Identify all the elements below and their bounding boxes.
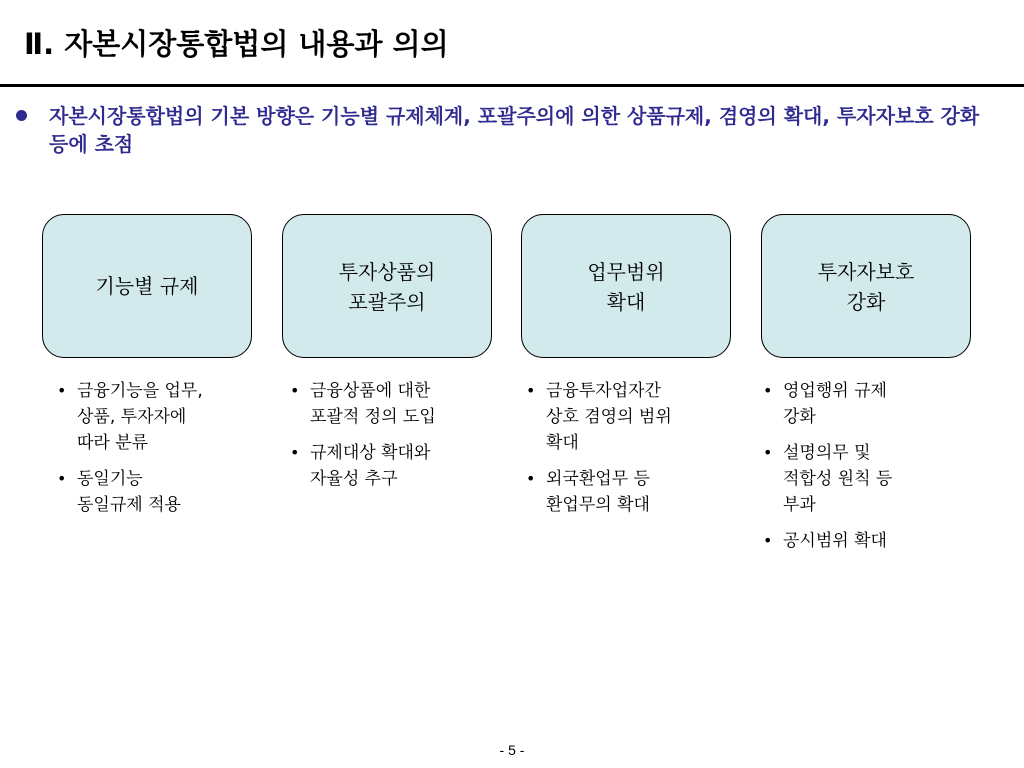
page-number: - 5 -: [499, 742, 525, 758]
list-item-text: 동일기능 동일규제 적용: [77, 469, 181, 515]
slide-title: Ⅱ. 자본시장통합법의 내용과 의의: [24, 27, 449, 61]
list-item: [286, 378, 506, 430]
list-item-text: 외국환업무 등 환업무의 확대: [546, 469, 650, 515]
card-label: 기능별 규제: [95, 274, 199, 298]
bullet-icon: •: [526, 381, 536, 400]
bullet-icon: •: [763, 381, 773, 400]
list-item: [53, 378, 263, 456]
list-item: [53, 466, 263, 518]
summary-bullet-dot: [16, 110, 27, 121]
bullet-icon: •: [290, 443, 300, 462]
detail-list-comprehensive-product: [286, 378, 506, 502]
list-item: [759, 378, 979, 430]
title-divider: [0, 84, 1024, 87]
card-functional-regulation: [42, 214, 252, 358]
list-item-text: 금융투자업자간 상호 겸영의 범위 확대: [546, 381, 672, 453]
list-item-text: 금융상품에 대한 포괄적 정의 도입: [310, 381, 436, 427]
summary-bullet-row: [16, 102, 1006, 158]
list-item-text: 영업행위 규제 강화: [783, 381, 887, 427]
card-business-scope: [521, 214, 731, 358]
detail-list-business-scope: [522, 378, 742, 528]
card-label: 투자자보호 강화: [817, 260, 915, 314]
summary-text: 자본시장통합법의 기본 방향은 기능별 규제체계, 포괄주의에 의한 상품규제, 겸영의 확대, 투자자보호 강화 등에 초점: [49, 104, 980, 156]
list-item: [522, 466, 742, 518]
list-item: [759, 528, 979, 554]
list-item-text: 규제대상 확대와 자율성 추구: [310, 443, 431, 489]
card-investor-protection: [761, 214, 971, 358]
bullet-icon: •: [290, 381, 300, 400]
bullet-icon: •: [57, 469, 67, 488]
list-item: [522, 378, 742, 456]
list-item: [759, 440, 979, 518]
bullet-icon: •: [57, 381, 67, 400]
card-label: 투자상품의 포괄주의: [338, 260, 436, 314]
card-comprehensive-product: [282, 214, 492, 358]
bullet-icon: •: [763, 531, 773, 550]
bullet-icon: •: [526, 469, 536, 488]
bullet-icon: •: [763, 443, 773, 462]
list-item-text: 공시범위 확대: [783, 531, 887, 551]
list-item: [286, 440, 506, 492]
list-item-text: 설명의무 및 적합성 원칙 등 부과: [783, 443, 893, 515]
detail-list-functional-regulation: [53, 378, 263, 528]
detail-list-investor-protection: [759, 378, 979, 564]
card-label: 업무범위 확대: [587, 260, 665, 314]
list-item-text: 금융기능을 업무, 상품, 투자자에 따라 분류: [77, 381, 203, 453]
